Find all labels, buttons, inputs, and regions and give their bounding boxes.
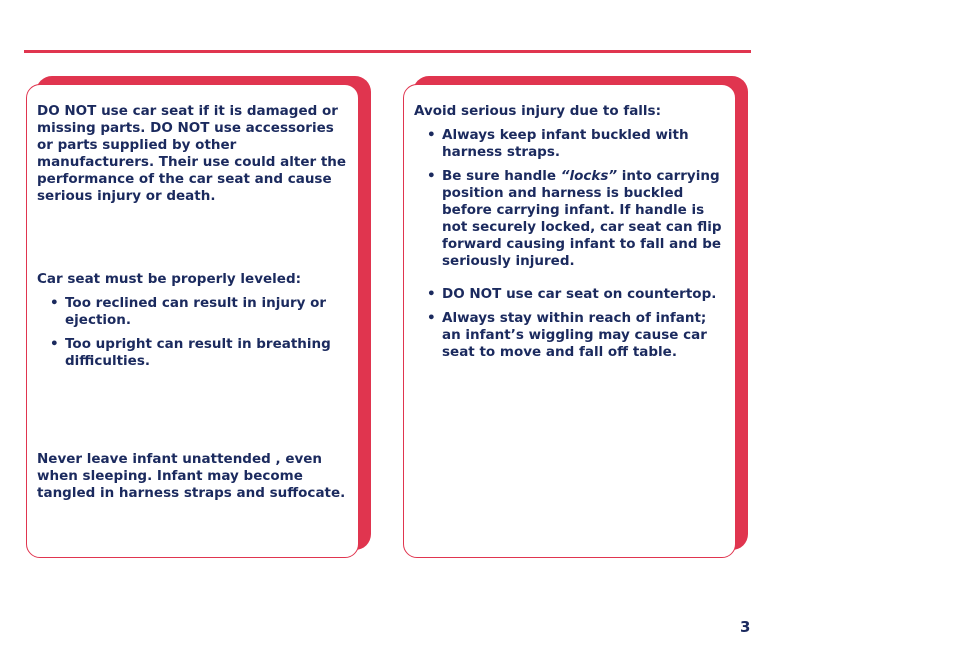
bullet-text: DO NOT use car seat on countertop. xyxy=(442,286,717,302)
falls-bullets xyxy=(414,127,729,361)
falls-lead: Avoid serious injury due to falls: xyxy=(414,103,661,119)
bullet-text: Too upright can result in breathing difficulties. xyxy=(65,336,331,369)
bullet-icon: • xyxy=(427,168,436,184)
list-item xyxy=(37,295,352,329)
list-item xyxy=(414,168,729,270)
bullet-icon: • xyxy=(427,127,436,143)
bullet-text: Always keep infant buckled with harness straps. xyxy=(442,127,689,160)
bullet-icon: • xyxy=(50,336,59,352)
unattended-warning xyxy=(37,451,352,502)
list-item xyxy=(37,336,352,370)
bullet-text: Too reclined can result in injury or ejection. xyxy=(65,295,327,328)
leveling-warning xyxy=(37,271,352,370)
bullet-icon: • xyxy=(50,295,59,311)
warning-panel-left xyxy=(26,76,371,560)
bullet-text-before: Be sure handle xyxy=(442,168,561,184)
page-number: 3 xyxy=(740,618,751,636)
top-rule xyxy=(24,50,751,53)
panel-left-card xyxy=(26,84,359,558)
list-item xyxy=(414,127,729,161)
falls-warning xyxy=(414,103,729,361)
list-item xyxy=(414,310,729,361)
bullet-icon: • xyxy=(427,286,436,302)
bullet-text: Always stay within reach of infant; an infant’s wiggling may cause car seat to move and fall off table. xyxy=(442,310,707,360)
list-item xyxy=(414,286,729,303)
warning-panel-right xyxy=(403,76,748,560)
unattended-text: Never leave infant unattended , even when sleeping. Infant may become tangled in harness straps and suffocate. xyxy=(37,451,346,501)
damaged-parts-warning xyxy=(37,103,352,205)
leveling-bullets xyxy=(37,295,352,370)
bullet-text-after: into carrying position and harness is buckled before carrying infant. If handle is not securely locked, car seat can flip forward causing infant to fall and be seriously injured. xyxy=(442,168,722,269)
damaged-parts-text: DO NOT use car seat if it is damaged or missing parts. DO NOT use accessories or parts supplied by other manufacturers. Their use could alter the performance of the car seat and cause serious injury or death. xyxy=(37,103,347,204)
leveling-lead: Car seat must be properly leveled: xyxy=(37,271,302,287)
locks-emphasis: “locks” xyxy=(560,168,618,184)
panel-right-card xyxy=(403,84,736,558)
bullet-icon: • xyxy=(427,310,436,326)
